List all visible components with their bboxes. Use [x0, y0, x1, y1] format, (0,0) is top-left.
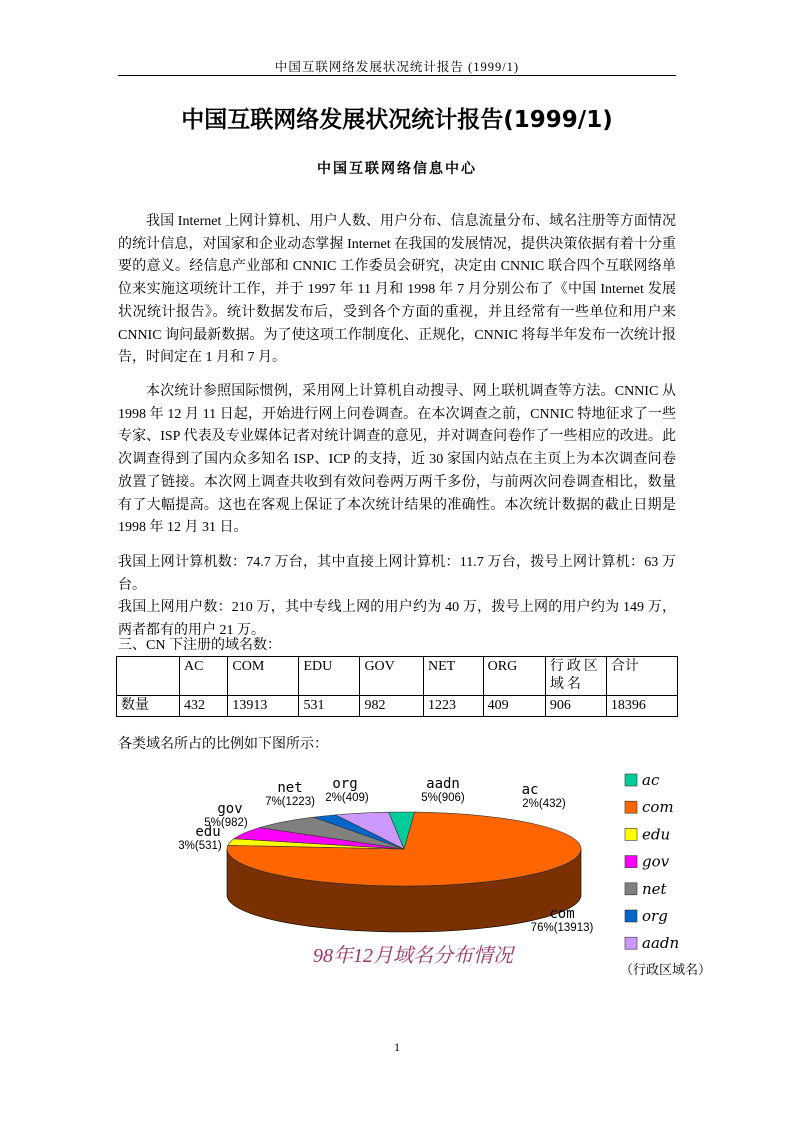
legend-label-net: net — [642, 879, 667, 898]
table-cell: 行政区域名 — [545, 657, 606, 696]
legend-swatch-edu — [625, 828, 637, 840]
table-cell: ORG — [483, 657, 545, 696]
legend-label-org: org — [642, 907, 668, 925]
paragraph-3: 我国上网计算机数：74.7 万台，其中直接上网计算机：11.7 万台，拨号上网计算机：63 万台。 — [118, 555, 676, 593]
slice-value-label: 2%(409) — [325, 792, 369, 804]
legend-swatch-org — [625, 910, 637, 922]
table-cell: 432 — [180, 696, 228, 717]
table-caption: 三、CN 下注册的域名数： — [118, 638, 281, 653]
table-cell: 409 — [483, 696, 545, 717]
page-number: 1 — [394, 1040, 400, 1054]
paragraph-2: 本次统计参照国际惯例，采用网上计算机自动搜寻、网上联机调查等方法。CNNIC 从 1998 年 12 月 11 日起，开始进行网上问卷调查。在本次调查之前，CNNIC 特地征求了一些专家、ISP 代表及专业媒体记者对统计调查的意见，并对调查问卷作了一些相应的改进。此次调查得到了国内众多知名 ISP、ICP 的支持，近 30 家国内站点在主页上为本次调查问卷放置了链接。本次网上调查共收到有效问卷两万两千多份，与前两次问卷调查相比，数量有了大幅提高。这也在客观上保证了本次统计结果的准确性。本次统计数据的截止日期是 1998 年 12 月 31 日。 — [118, 384, 676, 536]
table-cell: 13913 — [228, 696, 299, 717]
legend-swatch-aadn — [625, 937, 637, 949]
legend-swatch-net — [625, 883, 637, 895]
table-cell: COM — [228, 657, 299, 696]
table-cell: AC — [180, 657, 228, 696]
chart-intro: 各类域名所占的比例如下图所示： — [118, 737, 328, 752]
table-cell: 906 — [545, 696, 606, 717]
legend-note: （行政区域名） — [620, 963, 712, 978]
slice-name-label: com — [549, 906, 575, 922]
slice-value-label: 76%(13913) — [530, 922, 594, 934]
table-cell: 18396 — [606, 696, 677, 717]
running-header: 中国互联网络发展状况统计报告 (1999/1) — [274, 60, 520, 74]
slice-value-label: 5%(906) — [421, 792, 465, 804]
legend-label-com: com — [642, 798, 674, 817]
table-cell: GOV — [360, 657, 424, 696]
legend-swatch-ac — [625, 774, 637, 786]
legend-label-edu: edu — [642, 825, 671, 844]
table-cell: 531 — [299, 696, 360, 717]
table-cell: NET — [423, 657, 483, 696]
paragraph-1: 我国 Internet 上网计算机、用户人数、用户分布、信息流量分布、域名注册等方面情况的统计信息，对国家和企业动态掌握 Internet 在我国的发展情况，提供决策依据有着十分重要的意义。经信息产业部和 CNNIC 工作委员会研究，决定由 CNNIC 联合四个互联网络单位来实施这项统计工作，并于 1997 年 11 月和 1998 年 7 月分别公布了《中国 Internet 发展状况统计报告》。统计数据发布后，受到各个方面的重视，并且经常有一些单位和用户来 CNNIC 询问最新数据。为了使这项工作制度化、正规化，CNNIC 将每半年发布一次统计报告，时间定在 1 月和 7 月。 — [118, 214, 676, 366]
slice-name-label: edu — [195, 824, 221, 840]
legend-swatch-com — [625, 801, 637, 813]
paragraph-4: 我国上网用户数：210 万，其中专线上网的用户约为 40 万，拨号上网的用户约为 149 万，两者都有的用户 21 万。 — [118, 600, 676, 638]
legend-label-gov: gov — [642, 852, 670, 871]
table-cell: 982 — [360, 696, 424, 717]
legend-label-ac: ac — [642, 771, 660, 789]
slice-value-label: 7%(1223) — [265, 796, 315, 808]
slice-value-label: 3%(531) — [178, 840, 222, 852]
page-title: 中国互联网络发展状况统计报告(1999/1) — [181, 107, 613, 133]
slice-value-label: 5%(982) — [204, 817, 248, 829]
slice-name-label: net — [277, 780, 303, 796]
legend-swatch-gov — [625, 856, 637, 868]
table-cell: 合计 — [606, 657, 677, 696]
table-cell: 1223 — [423, 696, 483, 717]
slice-name-label: gov — [217, 801, 243, 817]
table-cell: 数量 — [117, 696, 180, 717]
table-cell: EDU — [299, 657, 360, 696]
legend-label-aadn: aadn — [642, 934, 680, 953]
slice-name-label: org — [332, 776, 358, 792]
slice-value-label: 2%(432) — [522, 798, 566, 810]
chart-title: 98年12月域名分布情况 — [313, 945, 513, 967]
slice-name-label: aadn — [426, 776, 460, 792]
author: 中国互联网络信息中心 — [317, 162, 477, 177]
slice-name-label: ac — [521, 782, 539, 798]
